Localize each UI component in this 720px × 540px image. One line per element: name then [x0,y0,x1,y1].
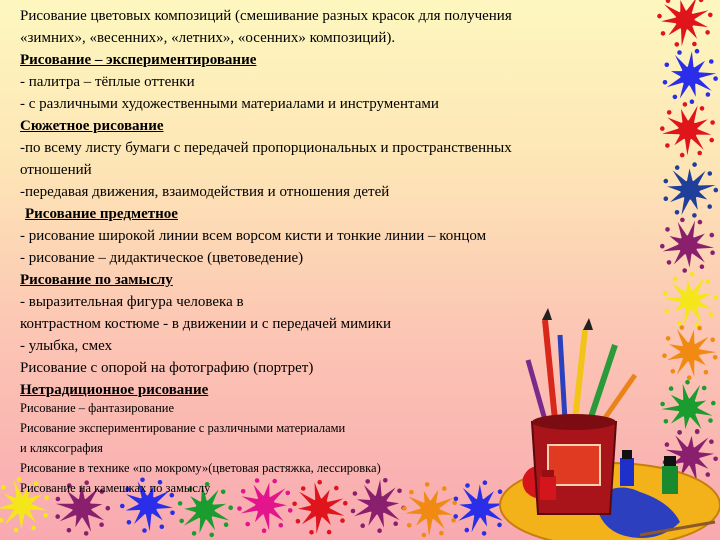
paint-splat-drop [301,486,306,491]
paint-splat-drop [700,264,705,269]
paint-jar-blue [620,458,634,486]
paint-splat-drop [660,244,665,249]
paint-splat [660,380,715,435]
paint-splat-drop [407,523,412,528]
paint-splat-drop [707,204,712,209]
paint-splat-drop [683,102,688,107]
paint-splat-drop [497,523,502,528]
paint-splat-drop [677,321,682,326]
paint-splat-drop [708,13,713,18]
paint-splat-drop [661,31,666,36]
paint-splat-drop [365,479,370,484]
paint-splat-drop [702,386,707,391]
paint-splat-drop [327,530,332,535]
paint-splat-core [680,290,699,309]
paint-splat-drop [714,188,719,193]
paint-splat-drop [67,528,72,533]
paint-splat-core [680,342,699,361]
paint-splat-drop [697,151,702,156]
paint-splat-core [255,495,274,514]
paint-splat-drop [711,401,716,406]
paint-splat-drop [178,501,183,506]
paint-splat-drop [663,80,668,85]
paint-splat-drop [699,0,704,2]
paint-splat-drop [710,233,715,238]
paint-splat-drop [402,506,407,511]
paint-splat-drop [286,491,291,496]
paint-splat-drop [669,386,674,391]
paint-splat-drop [317,480,322,485]
paint-splat-drop [680,218,685,223]
paint-splat-drop [241,489,246,494]
paint-splat [662,325,717,380]
section-heading: Рисование – экспериментирование [20,52,257,68]
paint-splat-drop [657,14,662,19]
paint-splat-drop [673,95,678,100]
paint-splat-drop [706,472,711,477]
paint-splat-core [680,180,699,199]
paint-splat-drop [666,336,671,341]
paint-splat-drop [334,486,339,491]
paint-splat-drop [296,519,301,524]
paint-splat-drop [465,528,470,533]
paint-splat-drop [383,478,388,483]
paint-splat-drop [665,143,670,148]
paint-splat-drop [454,497,459,502]
paint-splat-drop [99,522,104,527]
paint-splat-drop [680,153,685,158]
paint-splat-drop [665,227,670,232]
paint-splat-drop [272,479,277,484]
paint-splat-drop [0,518,4,523]
paint-splat-drop [660,126,665,131]
section-heading: Сюжетное рисование [20,118,164,134]
text-line: - палитра – тёплые оттенки [20,74,195,90]
paint-splat [660,218,715,273]
paint-splat [237,478,292,533]
paint-splat-drop [706,279,711,284]
paint-splat-drop [664,179,669,184]
text-line: - рисование – дидактическое (цветоведение) [20,250,304,266]
paint-splat-core [420,500,439,519]
paint-splat-drop [667,260,672,265]
paint-splat-drop [704,370,709,375]
paint-splat-drop [664,419,669,424]
paint-splat-core [678,398,697,417]
paint-splat-drop [687,375,692,380]
paint-splat-drop [713,355,718,360]
paint-splat-drop [700,106,705,111]
paint-splat-drop [343,501,348,506]
text-line: Рисование цветовых композиций (смешивание разных красок для получения [20,8,512,24]
paint-splat [351,478,406,533]
paint-splat-drop [262,528,267,533]
paint-splat-drop [340,518,345,523]
paint-splat-drop [662,353,667,358]
paint-splat-drop [465,483,470,488]
paint-jar-green-cap [664,456,676,466]
text-line: - рисование широкой линии всем ворсом кисти и тонкие линии – концом [20,228,487,244]
text-line: Рисование в технике «по мокрому»(цветовая растяжка, лессировка) [20,461,381,475]
paint-splat-drop [224,522,229,527]
text-line: - с различными художественными материалами и инструментами [20,96,439,112]
paint-splat-drop [677,50,682,55]
paint-splat-drop [483,480,488,485]
paint-splat-drop [664,309,669,314]
paint-splat-drop [452,501,457,506]
paint-splat-drop [453,514,458,519]
paint-splat-drop [706,92,711,97]
text-line: Рисование – фантазирование [20,401,174,415]
paint-splat-drop [279,523,284,528]
paint-splat-drop [309,530,314,535]
brush-tip-black [542,308,552,320]
text-line: - улыбка, смех [20,338,113,354]
text-line: Рисование с опорой на фотографию (портрет) [20,360,314,376]
paint-splat-core [675,10,694,29]
paint-splat-drop [425,482,430,487]
paint-splat [402,482,457,537]
paint-jar-green [662,466,678,494]
paint-splat-drop [675,210,680,215]
paint-splat-drop [673,277,678,282]
paint-splat-drop [228,505,233,510]
paint-splat-drop [698,220,703,225]
paint-splat-core [678,235,697,254]
section-heading: Рисование предметное [25,206,178,222]
paint-splat-drop [56,497,61,502]
text-line: - выразительная фигура человека в [20,294,244,310]
paint-splat-drop [288,508,293,513]
paint-splat-drop [660,402,665,407]
paint-splat-drop [710,250,715,255]
pencil-red [545,320,555,420]
brush-tip-black [583,318,593,330]
paint-splat-drop [664,196,669,201]
paint-splat-drop [120,504,125,509]
paint-splat-drop [1,485,6,490]
paint-splat-drop [397,489,402,494]
paint-splat-drop [682,268,687,273]
paint-splat-core [678,120,697,139]
paint-splat-drop [666,0,671,3]
paint-splat-drop [692,42,697,47]
paint-splat [663,272,718,327]
paint-splat-drop [692,162,697,167]
paint-splat-drop [237,506,242,511]
paint-splat-drop [709,138,714,143]
section-heading: Нетрадиционное рисование [20,382,209,398]
paint-splat-drop [708,418,713,423]
text-line: -по всему листу бумаги с передачей пропорциональных и пространственных [20,140,512,156]
paint-splat-drop [692,213,697,218]
paint-splat-drop [106,506,111,511]
paint-splat-core [680,66,699,85]
paint-jar-red [540,476,556,500]
paint-splat-drop [709,439,714,444]
paint-splat-drop [665,442,670,447]
paint-splat-core [680,446,699,465]
text-line: Рисование экспериментирование с различными материалами [20,421,346,435]
paint-splat-drop [209,533,214,538]
paint-jar-red-cap [542,470,554,477]
paint-splat-drop [451,518,456,523]
brush-purple [528,360,545,420]
paint-splat-drop [677,430,682,435]
paint-splat-drop [710,120,715,125]
paint-splat-drop [221,490,226,495]
paint-splat-drop [393,521,398,526]
paint-splat-core [72,498,91,517]
text-line: и кляксография [20,441,103,455]
paint-splat-drop [422,533,427,538]
paint-splat-drop [179,519,184,524]
paint-splat-drop [127,520,132,525]
paint-splat-drop [498,489,503,494]
paint-splat-drop [377,528,382,533]
paint-splat-drop [84,531,89,536]
paint-splat-drop [409,490,414,495]
paint-splat [663,49,718,104]
paint-splat [660,102,715,157]
text-line: Рисование на камешках по замыслу [20,481,211,495]
pencil-yellow [575,330,585,420]
pencil-blue [560,335,565,420]
text-line: -передавая движения, взаимодействия и отношения детей [20,184,390,200]
paint-splat-core [470,498,489,517]
paint-splat-drop [351,509,356,514]
paint-splat-drop [713,76,718,81]
paint-splat-drop [31,526,36,531]
paint-splat-drop [667,110,672,115]
paint-splat-drop [709,312,714,317]
paint-splat-drop [697,326,702,331]
paint-splat-drop [695,429,700,434]
section-heading: Рисование по замыслу [20,272,173,288]
paint-splat-drop [705,30,710,35]
text-line: отношений [20,162,92,178]
pencil-cup-rim [532,414,616,430]
paint-splat-drop [708,171,713,176]
paint-splat-drop [710,338,715,343]
paint-splat-drop [245,522,250,527]
text-line: «зимних», «весенних», «летних», «осенних» композиций). [20,30,396,46]
paint-splat-drop [675,42,680,47]
paint-splat-drop [685,380,690,385]
paint-splat-core [138,495,157,514]
paint-splat-drop [709,59,714,64]
paint-splat-drop [713,295,718,300]
paint-splat [657,0,712,47]
paint-splat-drop [170,511,175,516]
paint-splat-drop [442,486,447,491]
paint-splat-drop [675,165,680,170]
paint-splat-drop [663,291,668,296]
paint-splat-core [12,495,31,514]
paint-splat-core [310,498,329,517]
paint-splat-drop [255,478,260,483]
paint-splat-drop [665,63,670,68]
paint-splat-drop [292,502,297,507]
paint-splat-drop [690,99,695,104]
paint-splat-drop [439,531,444,536]
paint-splat-drop [192,531,197,536]
paint-splat [292,480,347,535]
paint-jar-blue-cap [622,450,632,459]
paint-splat-drop [353,491,358,496]
paint-splat-drop [14,528,19,533]
paint-splat-drop [690,272,695,277]
paint-splat-drop [713,457,718,462]
paint-splat-drop [43,513,48,518]
paint-splat-drop [160,525,165,530]
paint-splat-core [368,495,387,514]
paint-splat-drop [360,523,365,528]
paint-splat-drop [142,528,147,533]
paint-splat-drop [482,531,487,536]
paint-splat-core [195,500,214,519]
paint-splat-drop [55,514,60,519]
paint-splat-drop [671,369,676,374]
paint-splat-drop [695,49,700,54]
paint-splat-drop [680,325,685,330]
text-line: контрастном костюме - в движении и с передачей мимики [20,316,391,332]
paint-splat [664,162,719,217]
